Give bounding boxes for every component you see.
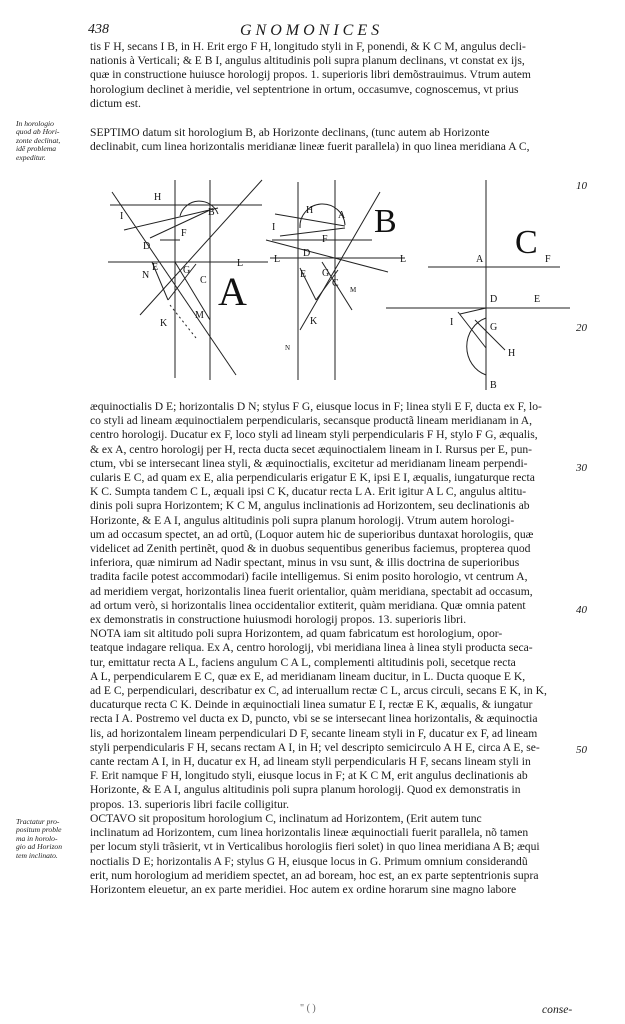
text-line: ex demonstratis in constructione huiusmodi horologij propos. 13. superioris libri. xyxy=(90,613,467,627)
text-line: declinabit, cum linea horizontalis meridianæ lineæ fuerit parallela) in quo linea meridiana A C, xyxy=(90,140,530,154)
text-line: ctum, vbi se intersecant linea styli, & æquinoctialis, excitetur ad meridianam lineam perpendi- xyxy=(90,456,528,470)
line-number: 40 xyxy=(576,604,587,616)
text-line: æquinoctialis D E; horizontalis D N; stylus F G, eiusque locus in F; linea styli E F, ducta ex F, lo- xyxy=(90,400,542,413)
margin-note-line: positum proble xyxy=(16,825,62,835)
text-line: dinis poli supra Horizontem; K C M, angulus inclinationis ad Horizontem, seu declinationis ab xyxy=(90,499,530,513)
line-number: 30 xyxy=(576,462,587,474)
text-line: Horizonte, & E A I, angulus altitudinis poli supra planum horologij. Vtrum autem horologi- xyxy=(90,513,515,527)
line-number: 10 xyxy=(576,180,587,192)
text-line: OCTAVO sit propositum horologium C, inclinatum ad Horizontem, (Erit autem tunc xyxy=(90,811,482,825)
main-text xyxy=(90,400,572,897)
figure-c xyxy=(386,180,570,390)
text-line: nationis à Verticali; & E B I, angulus altitudinis poli supra planum declinans, vt constat ex ijs, xyxy=(90,54,525,68)
text-line: noctialis D E; horizontalis A F; stylus G H, eiusque locus in G. Primum omnium considerandũ xyxy=(90,854,528,868)
text-line: ad ortum verò, si horizontalis linea occidentalior extiterit, quàm meridiana. Quæ omnia patent xyxy=(90,598,526,612)
text-line: tur, emittatur recta A L, faciens angulum C A L, complementi altitudinis poli, secetque recta xyxy=(90,655,516,669)
text-line: SEPTIMO datum sit horologium B, ab Horizonte declinans, (tunc autem ab Horizonte xyxy=(90,126,490,139)
svg-text:I: I xyxy=(272,222,276,233)
svg-text:N: N xyxy=(142,270,150,281)
text-line: K C. Sumpta tandem C L, æquali ipsi C K, ducatur recta L A. Erit igitur A L C, angulus altitu- xyxy=(90,485,527,499)
text-line: ducaturque recta C K. Deinde in æquinoctiali linea sumatur E I, rectæ E K, æqualis, & iungatur xyxy=(90,698,533,712)
text-line: per locum styli trãsierit, vt in Verticalibus horologiis fieri solet) in quo linea meridiana A B; æqui xyxy=(90,840,540,854)
margin-note-line: ma in horolo- xyxy=(16,833,58,843)
svg-text:L: L xyxy=(237,258,244,269)
svg-text:D: D xyxy=(490,294,498,305)
svg-text:A: A xyxy=(338,210,346,221)
svg-text:B: B xyxy=(490,380,497,391)
svg-text:F: F xyxy=(545,254,551,265)
text-line: co styli ad lineam æquinoctialem perpendicularis, secansque productã lineam meridianam in A, xyxy=(90,414,533,428)
svg-text:H: H xyxy=(154,192,162,203)
margin-note-line: gio ad Horizon xyxy=(16,842,62,852)
svg-text:E: E xyxy=(300,269,307,280)
svg-text:F: F xyxy=(181,228,187,239)
text-line: quæ in constructione huiusce horologij propos. 1. superioris libri demõstrauimus. Vtrum autem xyxy=(90,68,531,82)
figure-a xyxy=(108,180,268,380)
margin-note-line: quod ab Hori- xyxy=(16,127,60,137)
text-line: centro horologij. Ducatur ex F, loco styli ad lineam styli perpendicularis F H, stylo F G, æqualis, xyxy=(90,428,538,442)
svg-text:G: G xyxy=(322,268,330,279)
svg-text:D: D xyxy=(303,248,311,259)
svg-text:B: B xyxy=(208,207,215,218)
text-line: horologium declinet à meridie, vel septentrione in ortum, occasumve, cognoscemus, vt prius xyxy=(90,82,519,96)
text-line: dictum est. xyxy=(90,96,141,110)
text-line: & ex A, centro horologij per H, recta ducta secet æquinoctialem lineam in I. Rursus per E, pun- xyxy=(90,442,533,456)
svg-text:E: E xyxy=(152,262,159,273)
text-line: videlicet ad Zenith pertinẽt, quod & in duobus sequentibus generibus faciemus, propterea quod xyxy=(90,542,531,556)
margin-note-line: In horologio xyxy=(16,119,54,128)
text-line: cularis E C, ad quam ex E, alia perpendicularis erigatur E K, ipsi E I, æqualis, iungaturque recta xyxy=(90,471,535,485)
text-line: recta I A. Postremo vel ducta ex D, puncto, vbi se se intersecant linea horizontalis, & æquinoctia xyxy=(90,712,538,726)
text-line: cante rectam A I, in H, ducatur ex H, ad lineam styli perpendicularis H F, secans lineam styli in xyxy=(90,755,531,769)
text-line: tradita facile potest accommodari) facile intelligemus. Si enim posito horologio, vt centrum A, xyxy=(90,570,528,584)
svg-text:K: K xyxy=(310,316,318,327)
svg-text:E: E xyxy=(534,294,541,305)
margin-note-line: expeditur. xyxy=(16,152,46,162)
svg-text:I: I xyxy=(450,317,454,328)
svg-text:I: I xyxy=(120,211,124,222)
svg-text:H: H xyxy=(306,205,314,216)
text-line: inferiora, quæ nimirum ad Nadir spectant, minus in vsu sunt, & illis doctrina de superioribus xyxy=(90,556,520,570)
svg-text:F: F xyxy=(322,234,328,245)
svg-text:M: M xyxy=(350,286,357,294)
margin-note-1 xyxy=(16,120,84,162)
svg-text:D: D xyxy=(143,241,151,252)
line-number: 20 xyxy=(576,322,587,334)
catchword: conse- xyxy=(542,1003,573,1016)
svg-text:C: C xyxy=(332,278,339,289)
text-line: F. Erit namque F H, longitudo styli, eiusque locus in F; at K C M, erit angulus declinationis ab xyxy=(90,769,528,783)
svg-text:L: L xyxy=(400,254,407,265)
svg-text:G: G xyxy=(490,322,498,333)
svg-text:K: K xyxy=(160,318,168,329)
text-line: Horizontem eleuetur, an ex parte meridiei. Hoc autem ex ordine horarum sine magno labore xyxy=(90,882,517,896)
text-line: NOTA iam sit altitudo poli supra Horizontem, ad quam fabricatum est horologium, opor- xyxy=(90,627,503,641)
margin-note-line: idē problema xyxy=(16,144,57,154)
text-line: ad meridiem vergat, horizontalis linea fuerit orientalior, quàm meridiana, spectabit ad occasum, xyxy=(90,584,533,598)
text-line: propos. 13. superioris libri facile colligitur. xyxy=(90,797,289,811)
text-line: um ad occasum spectet, an ad ortũ, (Loquor autem hic de superioribus duntaxat horologiis, quæ xyxy=(90,527,534,541)
page-number: 438 xyxy=(88,22,109,37)
text-line: tis F H, secans I B, in H. Erit ergo F H, longitudo styli in F, ponendi, & K C M, angulus decli- xyxy=(90,40,526,53)
svg-text:A: A xyxy=(476,254,484,265)
top-paragraph xyxy=(90,40,572,111)
text-line: inclinatum ad Horizontem, cum linea horizontalis lineæ æquinoctiali fuerit parallela, nõ tamen xyxy=(90,826,529,840)
figure-letter-c: C xyxy=(515,224,538,261)
text-line: ad E C, perpendiculari, describatur ex C, ad interuallum rectæ C L, arcus circuli, secans E K, in K, xyxy=(90,684,547,698)
figure-letter-b: B xyxy=(374,203,397,240)
svg-text:M: M xyxy=(195,310,204,321)
margin-note-line: tem inclinato. xyxy=(16,850,58,860)
text-line: A L, perpendicularem E C, quæ ex E, ad meridianam lineam ducitur, in L. Ducta quoque E K, xyxy=(90,669,526,683)
figure-b xyxy=(266,180,405,380)
septimo-paragraph xyxy=(90,126,572,154)
text-line: teatque indagare reliqua. Ex A, centro horologij, vbi meridiana linea à linea styli producta seca- xyxy=(90,641,533,655)
svg-text:N: N xyxy=(285,344,291,352)
text-line: erit, num horologium ad meridiem spectet, an ad boream, hoc est, an ex parte septentrionis supra xyxy=(90,868,539,882)
margin-note-line: zonte declinat, xyxy=(16,135,61,145)
text-line: Horizonte, & E A I, angulus altitudinis poli supra planum horologij. Quod ex demonstratis in xyxy=(90,783,521,797)
line-number: 50 xyxy=(576,744,587,756)
svg-text:H: H xyxy=(508,348,516,359)
svg-text:G: G xyxy=(183,265,191,276)
figure-letter-a: A xyxy=(218,269,247,314)
running-head: GNOMONICES xyxy=(240,22,384,39)
margin-note-2 xyxy=(16,818,84,860)
svg-text:L: L xyxy=(274,254,281,265)
svg-text:C: C xyxy=(200,275,207,286)
footer-mark: " ( ) xyxy=(300,1003,316,1014)
margin-note-line: Tractatur pro- xyxy=(16,817,60,826)
text-line: lis, ad horizontalem lineam perpendiculari D F, secante lineam styli in F, ducatur ex F, ad lineam xyxy=(90,726,538,740)
text-line: styli perpendicularis F H, secans rectam A I, in H; vel descripto semicirculo A H E, circa A E, se- xyxy=(90,740,540,754)
